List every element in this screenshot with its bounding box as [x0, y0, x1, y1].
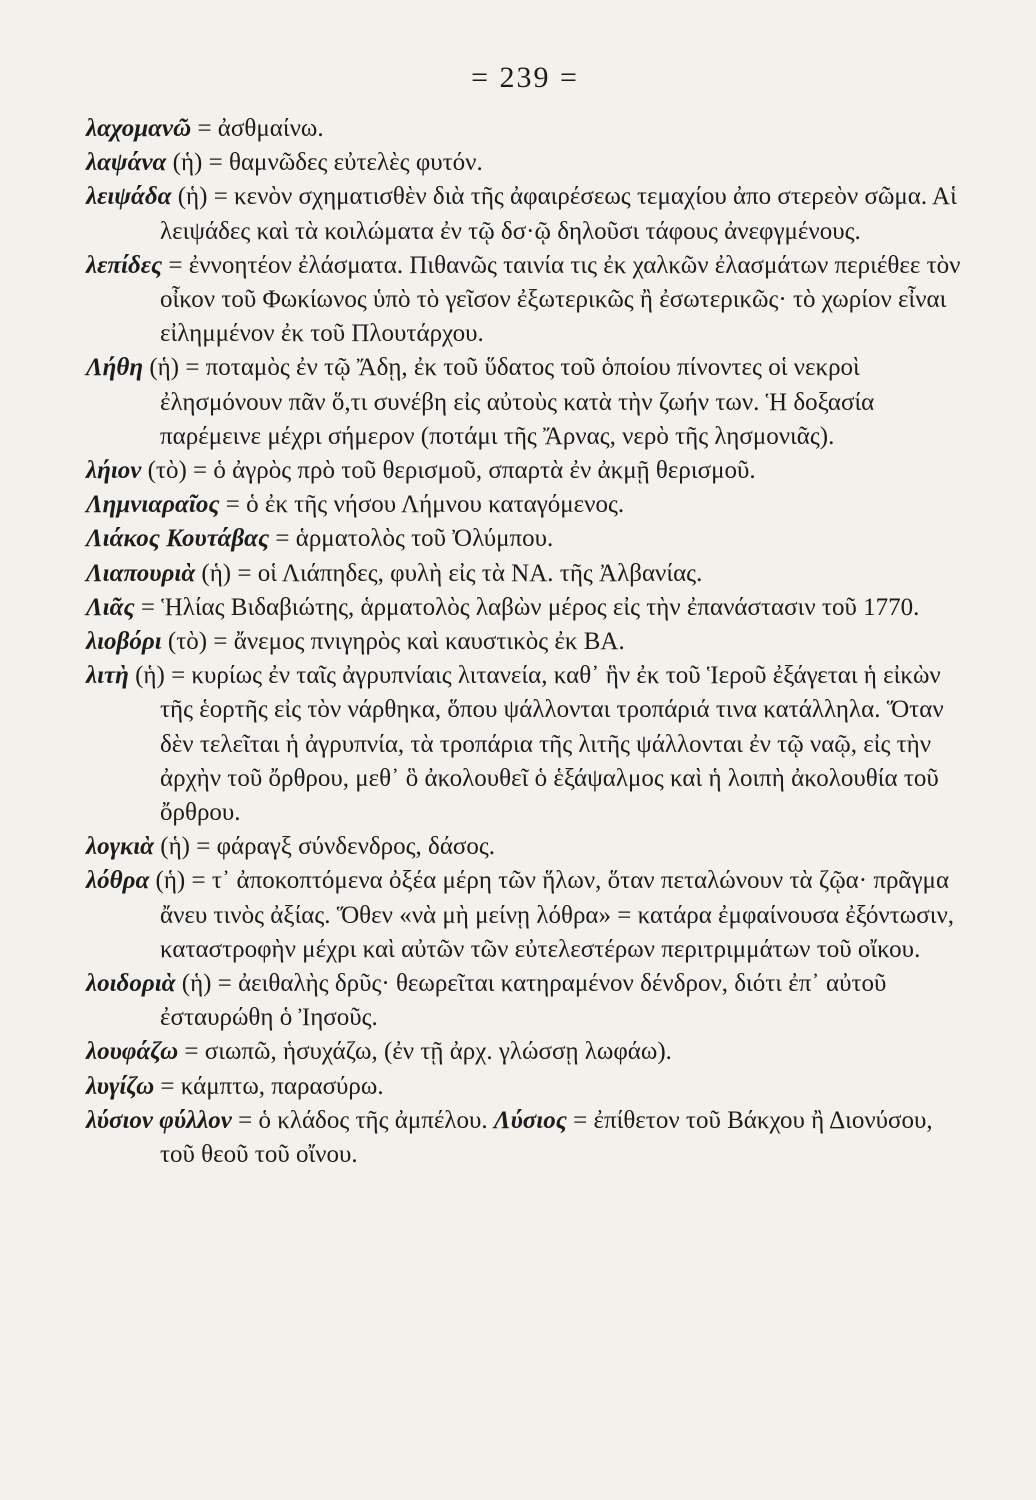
entry-liobori: [86, 625, 964, 659]
headword: λαψάνα: [86, 149, 167, 177]
entry-lysion-fyllon: [86, 1104, 964, 1172]
definition: = ὁ κλάδος τῆς ἀμπέλου.: [231, 1106, 494, 1134]
entry-logkia: [86, 830, 964, 864]
headword: λογκιὰ: [86, 833, 155, 861]
headword: λοιδοριὰ: [86, 970, 176, 998]
page-number: = 239 =: [471, 61, 579, 94]
entry-leion: [86, 454, 964, 488]
entry-loidoria: [86, 967, 964, 1035]
headword: λυγίζω: [86, 1072, 155, 1100]
entry-lemniaraios: [86, 488, 964, 522]
headword: λιτὴ: [86, 662, 129, 690]
headword: λύσιον φύλλον: [86, 1106, 232, 1134]
entry-lygizo: [86, 1070, 964, 1104]
entry-leipsada: [86, 180, 964, 248]
entry-liapouria: [86, 557, 964, 591]
entry-lachomano: [86, 112, 964, 146]
headword: λειψάδα: [86, 183, 172, 211]
headword: Λημνιαραῖος: [86, 491, 220, 519]
headword: Λιάκος Κουτάβας: [86, 525, 270, 553]
entry-liakos-koutavas: [86, 522, 964, 556]
headword: λουφάζω: [86, 1038, 179, 1066]
definition: (ἡ) = ποταμὸς ἐν τῷ Ἄδῃ, ἐκ τοῦ ὕδατος τοῦ ὁποίου πίνοντες οἱ νεκροὶ ἐλησμόνουν πᾶν ὅ,τι συνέβη εἰς αὐτοὺς κατὰ τὴν ζωήν των. Ἡ δοξασία παρέμεινε μέχρι σήμερον (ποτάμι τῆς Ἄρνας, νερὸ τῆς λησμονιᾶς).: [143, 354, 875, 450]
definition: (τὸ) = ὁ ἀγρὸς πρὸ τοῦ θερισμοῦ, σπαρτὰ ἐν ἀκμῇ θερισμοῦ.: [141, 457, 756, 485]
definition-secondary: = ἐπίθετον τοῦ Βάκχου ἢ Διονύσου, τοῦ θεοῦ τοῦ οἴνου.: [160, 1106, 933, 1169]
entry-lepides: [86, 249, 964, 352]
definition: = ἀσθμαίνω.: [191, 115, 324, 142]
entry-loufazo: [86, 1035, 964, 1069]
headword: λόθρα: [86, 867, 150, 895]
headword: λεπίδες: [86, 251, 163, 279]
definition: (ἡ) = θαμνῶδες εὐτελὲς φυτόν.: [166, 149, 483, 177]
definition: = σιωπῶ, ἡσυχάζω, (ἐν τῇ ἀρχ. γλώσσῃ λωφάω).: [178, 1038, 672, 1066]
definition: (ἡ) = κενὸν σχηματισθὲν διὰ τῆς ἀφαιρέσεως τεμαχίου ἀπο στερεὸν σῶμα. Αἱ λειψάδες καὶ τὰ κοιλώματα ἐν τῷ δσ·ῷ δηλοῦσι τάφους ἀνεφγμένους.: [160, 183, 957, 245]
entry-lite: [86, 659, 964, 830]
headword: λήιον: [86, 457, 142, 485]
headword-secondary: Λύσιος: [493, 1106, 567, 1134]
definition: (ἡ) = οἱ Λιάπηδες, φυλὴ εἰς τὰ ΝΑ. τῆς Ἀλβανίας.: [195, 559, 703, 587]
entry-lothra: [86, 864, 964, 967]
entry-lias: [86, 591, 964, 625]
definition: = ἁρματολὸς τοῦ Ὀλύμπου.: [269, 525, 554, 553]
definition: (τὸ) = ἄνεμος πνιγηρὸς καὶ καυστικὸς ἐκ ΒΑ.: [161, 628, 625, 656]
headword: λαχομανῶ: [86, 115, 192, 142]
definition: = ὁ ἐκ τῆς νήσου Λήμνου καταγόμενος.: [219, 491, 625, 519]
definition: (ἡ) = κυρίως ἐν ταῖς ἀγρυπνίαις λιτανεία, καθ᾿ ἣν ἐκ τοῦ Ἱεροῦ ἐξάγεται ἡ εἰκὼν τῆς ἑορτῆς εἰς τὸν νάρθηκα, ὅπου ψάλλονται τροπάριά τινα κατάλληλα. Ὅταν δὲν τελεῖται ἡ ἀγρυπνία, τὰ τροπάρια τῆς λιτῆς ψάλλονται ἐν τῷ ναῷ, εἰς τὴν ἀρχὴν τοῦ ὄρθρου, μεθ᾿ ὃ ἀκολουθεῖ ὁ ἑξάψαλμος καὶ ἡ λοιπὴ ἀκολουθία τοῦ ὄρθρου.: [128, 662, 944, 827]
definition: (ἡ) = ἀειθαλὴς δρῦς· θεωρεῖται κατηραμένον δένδρον, διότι ἐπ᾿ αὐτοῦ ἐσταυρώθη ὁ Ἰησοῦς.: [160, 970, 887, 1032]
definition: (ἡ) = τ᾿ ἀποκοπτόμενα ὀξέα μέρη τῶν ἥλων, ὅταν πεταλώνουν τὰ ζῷα· πρᾶγμα ἄνευ τινὸς ἀξίας. Ὅθεν «νὰ μὴ μείνῃ λόθρα» = κατάρα ἐμφαίνουσα ἐξόντωσιν, καταστροφὴν μέχρι καὶ αὐτῶν τῶν εὐτελεστέρων περιτριμμάτων τοῦ οἴκου.: [149, 867, 954, 963]
definition: = Ἡλίας Βιδαβιώτης, ἁρματολὸς λαβὼν μέρος εἰς τὴν ἐπανάστασιν τοῦ 1770.: [134, 593, 920, 621]
headword: Λιᾶς: [86, 593, 135, 621]
headword: λιοβόρι: [86, 628, 162, 656]
entry-lethe: [86, 351, 964, 454]
entry-lapsana: [86, 146, 964, 180]
definition: = ἐννοητέον ἐλάσματα. Πιθανῶς ταινία τις ἐκ χαλκῶν ἐλασμάτων περιέθεε τὸν οἶκον τοῦ Φωκίωνος ὑπὸ τὸ γεῖσον ἐξωτερικῶς ἢ ἐσωτερικῶς· τὸ χωρίον εἶναι εἰλημμένον ἐκ τοῦ Πλουτάρχου.: [160, 251, 961, 348]
definition: = κάμπτω, παρασύρω.: [154, 1072, 384, 1100]
headword: Λιαπουριὰ: [86, 559, 196, 587]
headword: Λήθη: [86, 354, 144, 382]
definition: (ἡ) = φάραγξ σύνδενδρος, δάσος.: [154, 833, 496, 861]
